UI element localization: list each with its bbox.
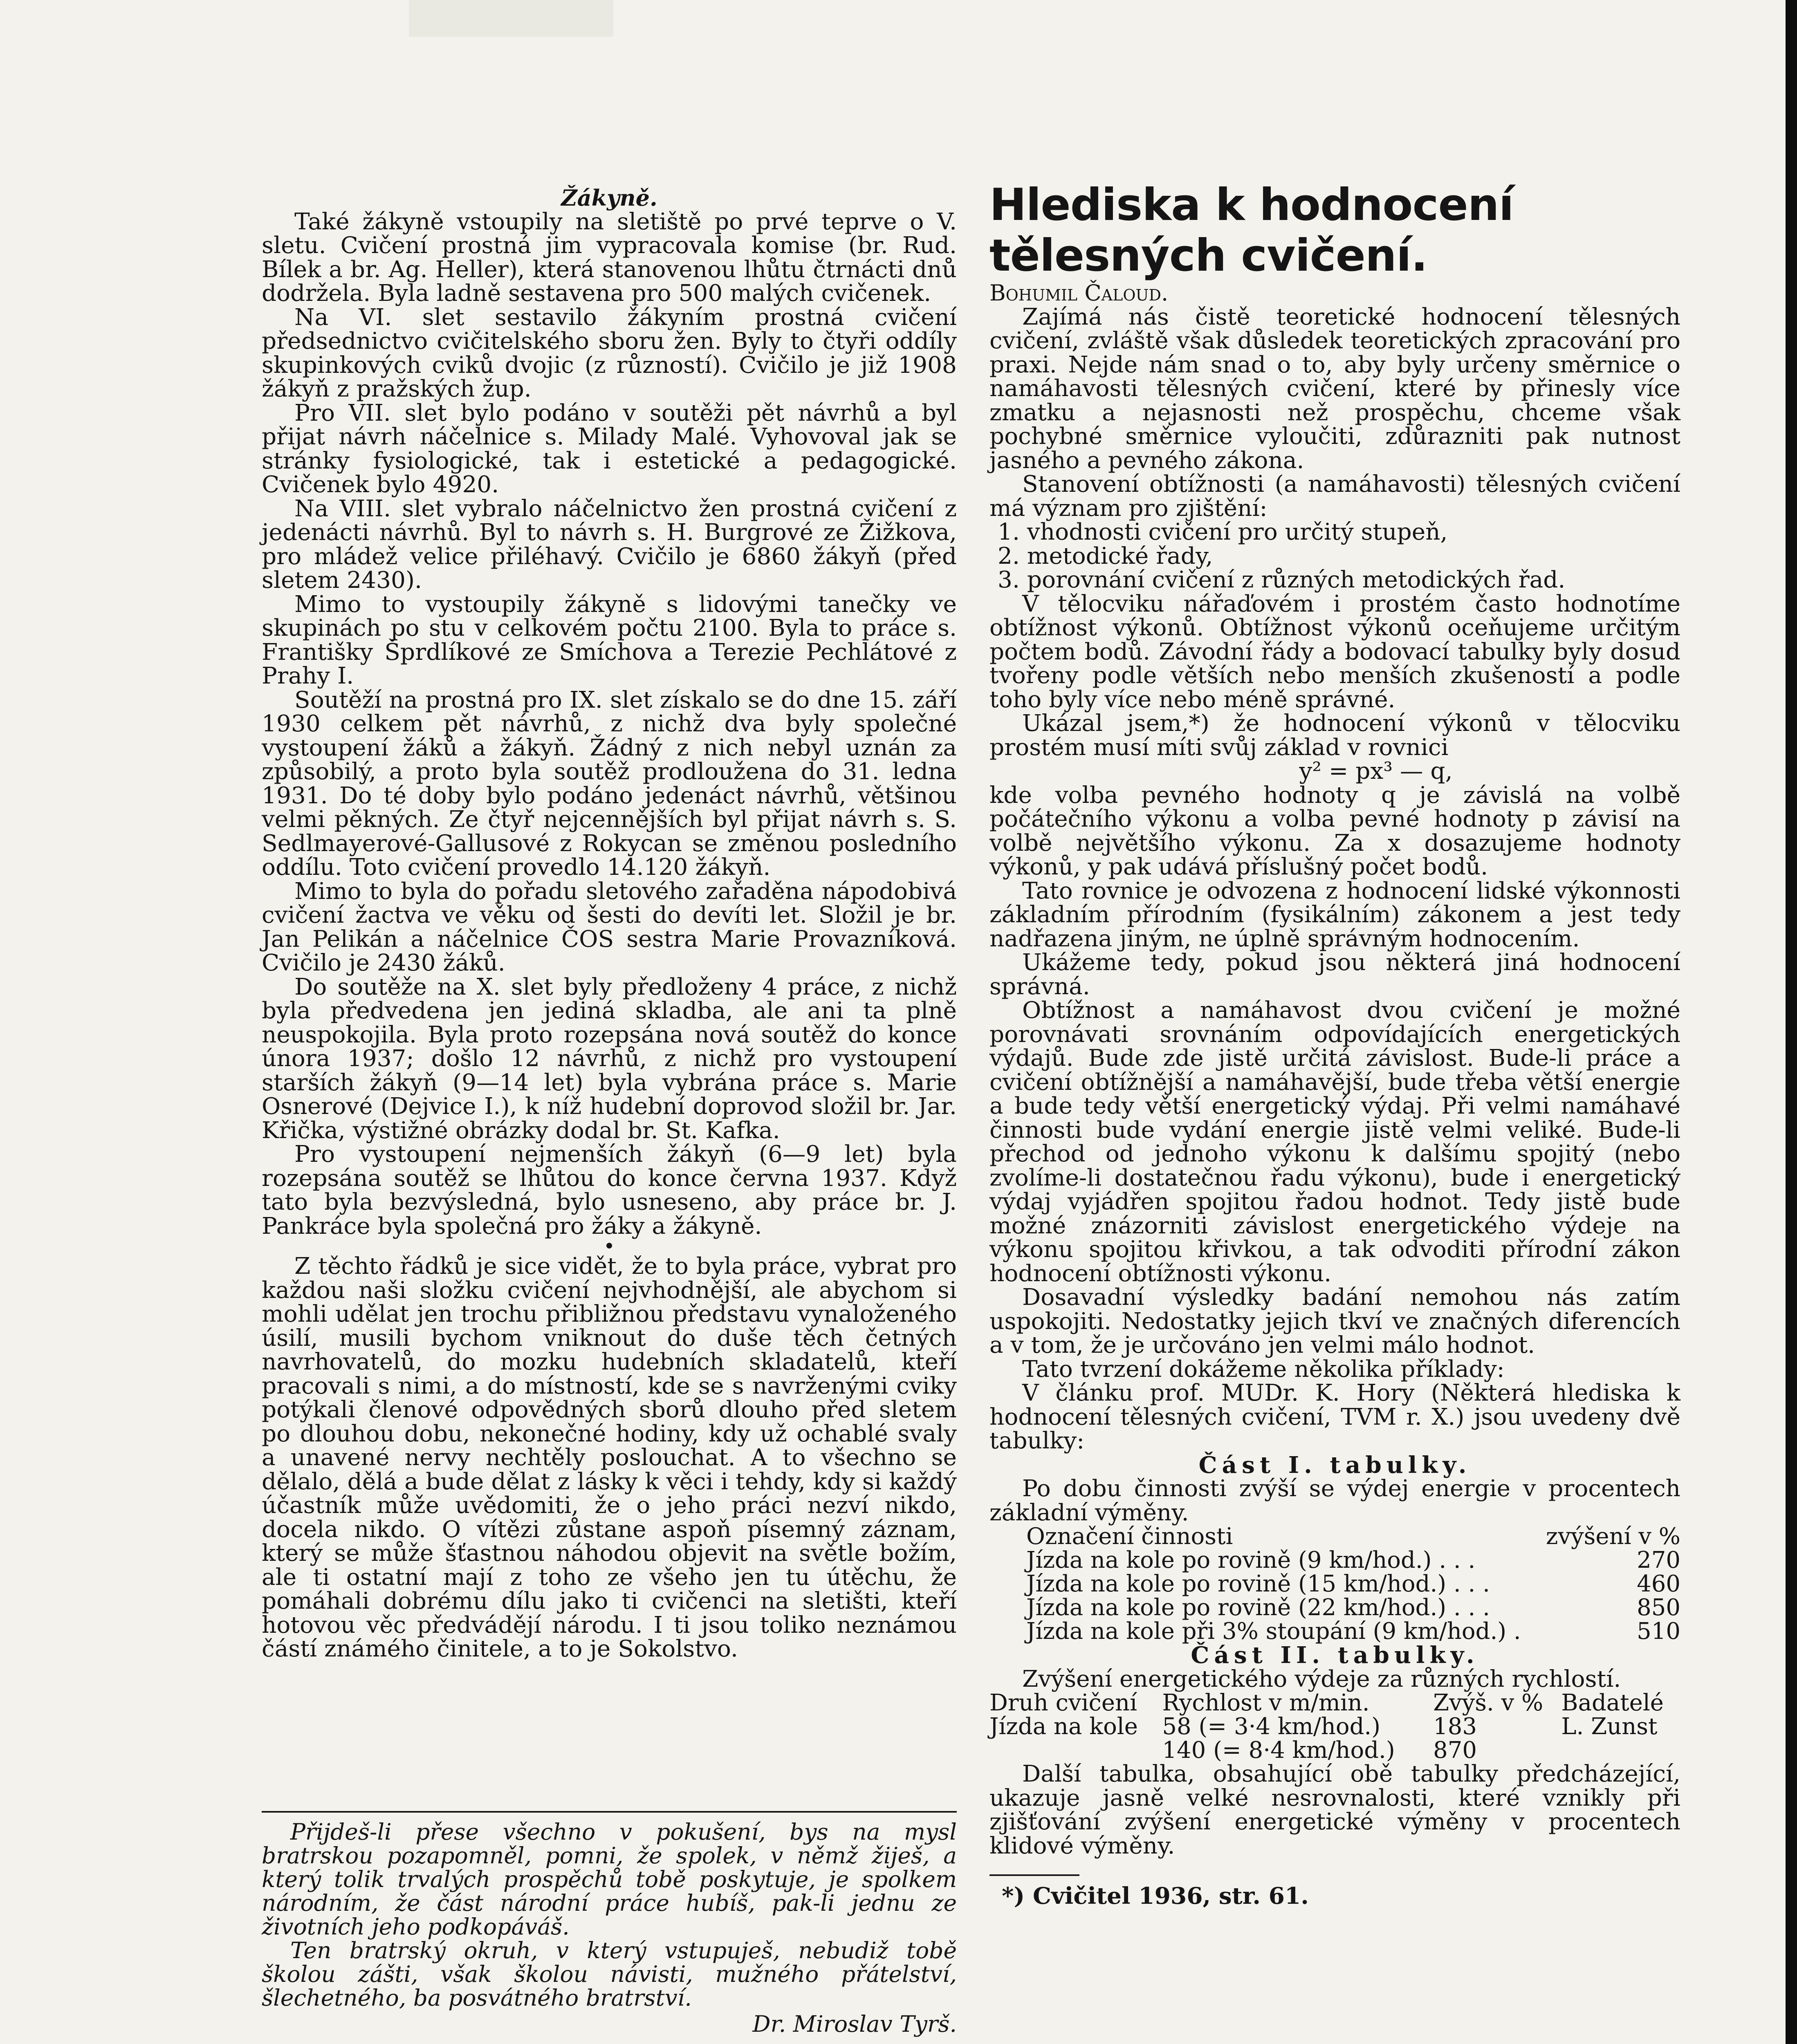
paragraph: Také žákyně vstoupily na sletiště po prvé teprve o V. sletu. Cvičení prostná jim vypracovala komise (br. Rud. Bílek a br. Ag. Heller), která stanovenou lhůtu čtrnácti dnů dodržela. Byla ladně sestavena pro 500 malých cvičenek.	[262, 208, 957, 307]
table-header-cell: Zvýš. v %	[1433, 1690, 1543, 1716]
table-cell: Jízda na kole po rovině (9 km/hod.) . . .	[1026, 1547, 1476, 1573]
paragraph: Na VI. slet sestavilo žákyním prostná cvičení předsednictvo cvičitelského sboru žen. Byly to čtyři oddíly skupinkových cviků dvojic (z růzností). Cvičilo je již 1908 žákyň z pražských žup.	[262, 304, 957, 402]
paragraph: Pro VII. slet bylo podáno v soutěži pět návrhů a byl přijat návrh náčelnice s. Milady Malé. Vyhovoval jak se stránky fysiologické, tak i estetické a pedagogické. Cvičenek bylo 4920.	[262, 399, 957, 498]
table-cell: 183	[1433, 1713, 1477, 1740]
paragraph: V článku prof. MUDr. K. Hory (Některá hlediska k hodnocení tělesných cvičení, TVM r. X.) jsou uvedeny dvě tabulky:	[989, 1380, 1680, 1454]
section-heading: Žákyně.	[561, 185, 657, 211]
scan-stain	[409, 0, 613, 37]
table-row	[989, 1739, 1680, 1762]
paragraph: Zajímá nás čistě teoretické hodnocení tělesných cvičení, zvláště však důsledek teoretických zpracování pro praxi. Nejde nám snad o to, aby byly určeny směrnice o namáhavosti tělesných cvičení, které by přinesly více zmatku a nejasnosti než prospěchu, chceme však pochybné směrnice vyloučiti, zdůrazniti pak nutnost jasného a pevného zákona.	[989, 303, 1680, 474]
paragraph: V tělocviku nářaďovém i prostém často hodnotíme obtížnost výkonů. Obtížnost výkonů oceňujeme určitým počtem bodů. Závodní řády a bodovací tabulky byly dosud tvořeny podle větších nebo menších zkušeností a podle toho byly více nebo méně správné.	[989, 590, 1680, 713]
table-row	[989, 1620, 1680, 1643]
footnote: *) Cvičitel 1936, str. 61.	[1002, 1883, 1309, 1910]
table1-caption: Po dobu činnosti zvýší se výdej energie v procentech základní výměny.	[989, 1475, 1680, 1526]
paragraph: Další tabulka, obsahující obě tabulky předcházející, ukazuje jasně velké nesrovnalosti, které vznikly při zjišťování zvýšení energetické výměny v procentech klidové výměny.	[989, 1761, 1680, 1859]
table-cell: 270	[1637, 1547, 1680, 1573]
table-row	[989, 1549, 1680, 1572]
table-header-cell: Rychlost v m/min.	[1162, 1690, 1370, 1716]
table-cell: Jízda na kole při 3% stoupání (9 km/hod.) .	[1026, 1618, 1521, 1645]
table-cell: L. Zunst	[1561, 1713, 1658, 1740]
table1	[989, 1525, 1680, 1643]
table-row	[989, 1572, 1680, 1596]
table2	[989, 1691, 1680, 1762]
paragraph: Ukázal jsem,*) že hodnocení výkonů v tělocviku prostém musí míti svůj základ v rovnici	[989, 710, 1680, 761]
paragraph: Dosavadní výsledky badání nemohou nás zatím uspokojiti. Nedostatky jejich tkví ve značných diferencích a v tom, že je určováno jen velmi málo hodnot.	[989, 1284, 1680, 1358]
paragraph: Ukážeme tedy, pokud jsou některá jiná hodnocení správná.	[989, 949, 1680, 1000]
paragraph: Obtížnost a namáhavost dvou cvičení je možné porovnávati srovnáním odpovídajících energetických výdajů. Bude zde jistě určitá závislost. Bude-li práce a cvičení obtížnější a namáhavější, bude třeba větší energie a bude tedy větší energetický výdaj. Při velmi namáhavé činnosti bude vydání energie jistě velmi veliké. Bude-li přechod od jednoho výkonu k dalšímu spojitý (nebo zvolíme-li dostatečnou řadu výkonu), bude i energetický výdaj vyjádřen spojitou řadou hodnot. Tedy jistě bude možné znázorniti závislost energetického výdeje na výkonu spojitou křivkou, a tak odvoditi přírodní zákon hodnocení obtížnosti výkonu.	[989, 997, 1680, 1287]
quote-signature: Dr. Miroslav Tyrš.	[752, 2011, 957, 2037]
closing-paragraph: Z těchto řádků je sice vidět, že to byla práce, vybrat pro každou naši složku cvičení nejvhodnější, ale abychom si mohli udělat jen trochu přibližnou představu vynaloženého úsilí, musili bychom vniknout do duše těch četných navrhovatelů, do mozku hudebních skladatelů, kteří pracovali s nimi, a do místností, kde se s navrženými cviky potýkali členové odpovědných sborů dlouho před sletem po dlouhou dobu, nekonečné hodiny, kdy už ochablé svaly a unavené nervy nechtěly poslouchat. A to všechno se dělalo, dělá a bude dělat z lásky k věci i tehdy, kdy si každý účastník může uvědomiti, že o jeho práci nezví nikdo, docela nikdo. O vítězi zůstane aspoň písemný záznam, který se může šťastnou náhodou objevit na světle božím, ale ti ostatní mají z toho ze všeho jen tu útěchu, že pomáhali dobrému dílu jako ti cvičenci na sletišti, kteří hotovou věc předvádějí národu. I ti jsou toliko neznámou částí známého činitele, a to je Sokolstvo.	[262, 1253, 957, 1662]
article-author: Bohumil Čaloud.	[989, 280, 1169, 306]
right-column	[989, 180, 1680, 1908]
table-cell: Jízda na kole po rovině (15 km/hod.) . . .	[1026, 1571, 1490, 1597]
paragraph: Soutěží na prostná pro IX. slet získalo se do dne 15. září 1930 celkem pět návrhů, z nichž dva byly společné vystoupení žáků a žákyň. Žádný z nich nebyl uznán za způsobilý, a proto byla soutěž prodloužena do 31. ledna 1931. Do té doby bylo podáno jedenáct návrhů, většinou velmi pěkných. Ze čtyř nejcennějších byl přijat návrh s. S. Sedlmayerové-Gallusové z Rokycan se změnou posledního oddílu. Toto cvičení provedlo 14.120 žákyň.	[262, 686, 957, 881]
table-header-cell: zvýšení v %	[1546, 1523, 1680, 1550]
table-cell: 870	[1433, 1737, 1477, 1764]
formula: y² = px³ — q,	[1299, 758, 1453, 784]
separator-dot: •	[603, 1235, 615, 1258]
table2-title: Část II. tabulky.	[1191, 1642, 1479, 1669]
paragraph: Pro vystoupení nejmenších žákyň (6—9 let) byla rozepsána soutěž se lhůtou do konce června 1937. Když tato byla bezvýsledná, bylo usneseno, aby práce br. J. Pankráce byla společná pro žáky a žákyně.	[262, 1141, 957, 1239]
table-cell	[1561, 1739, 1680, 1762]
table-cell	[989, 1739, 1162, 1762]
table-header-cell: Badatelé	[1561, 1690, 1664, 1716]
quote-rule	[262, 1811, 957, 1813]
footnote-rule	[989, 1874, 1079, 1876]
table-row	[989, 1715, 1680, 1739]
paragraph: Tato rovnice je odvozena z hodnocení lidské výkonnosti základním přírodním (fysikálním) zákonem a jest tedy nadřazena jiným, ne úplně správným hodnocením.	[989, 877, 1680, 952]
tyrs-quote	[262, 1811, 957, 2036]
table-cell: Jízda na kole po rovině (22 km/hod.) . . .	[1026, 1594, 1490, 1621]
paragraph: Stanovení obtížnosti (a namáhavosti) tělesných cvičení má význam pro zjištění:	[989, 471, 1680, 522]
table-header-cell: Druh cvičení	[989, 1690, 1137, 1716]
quote-paragraph: Ten bratrský okruh, v který vstupuješ, nebudiž tobě školou zášti, však školou návisti, mužného přátelství, šlechetného, ba posvátného bratrství.	[262, 1937, 957, 2011]
paragraph: Mimo to vystoupily žákyně s lidovými tanečky ve skupinách po stu v celkovém počtu 2100. Byla to práce s. Františky Šprdlíkové ze Smíchova a Terezie Pechlátové z Prahy I.	[262, 591, 957, 689]
article-title: Hlediska k hodnocení tělesných cvičení.	[989, 179, 1514, 281]
scan-edge	[1786, 0, 1797, 2044]
left-column	[262, 186, 957, 1661]
paragraph: Tato tvrzení dokážeme několika příklady:	[1022, 1356, 1505, 1383]
table1-title: Část I. tabulky.	[1198, 1451, 1472, 1479]
paragraph: kde volba pevného hodnoty q je závislá na volbě počátečního výkonu a volba pevné hodnoty p závisí na volbě největšího výkonu. Za x dosazujeme hodnoty výkonů, y pak udává příslušný počet bodů.	[989, 782, 1680, 880]
quote-paragraph: Přijdeš-li přese všechno v pokušení, bys na mysl bratrskou pozapomněl, pomni, že spolek, v němž žiješ, a který tolik trvalých prospěchů tobě poskytuje, je spolkem národním, že část národní práce hubíš, pak-li jednu ze životních jeho podkopáváš.	[262, 1819, 957, 1940]
table2-caption: Zvýšení energetického výdeje za různých rychlostí.	[1022, 1665, 1621, 1692]
table-row	[989, 1596, 1680, 1620]
paragraph: Do soutěže na X. slet byly předloženy 4 práce, z nichž byla předvedena jen jediná skladba, ale ani ta plně neuspokojila. Byla proto rozepsána nová soutěž do konce února 1937; došlo 12 návrhů, z nichž pro vystoupení starších žákyň (9—14 let) byla vybrána práce s. Marie Osnerové (Dejvice I.), k níž hudební doprovod složil br. Jar. Křička, výstižné obrázky dodal br. St. Kafka.	[262, 973, 957, 1144]
table-header-cell: Označení činnosti	[1026, 1523, 1233, 1550]
table-cell: 850	[1637, 1594, 1680, 1621]
table-header-row	[989, 1525, 1680, 1549]
table-cell: Jízda na kole	[989, 1713, 1138, 1740]
table-cell: 460	[1637, 1571, 1680, 1597]
list-item: 2. metodické řady,	[998, 542, 1213, 569]
table-cell: 510	[1637, 1618, 1680, 1645]
paragraph: Na VIII. slet vybralo náčelnictvo žen prostná cvičení z jedenácti návrhů. Byl to návrh s. H. Burgrové ze Žižkova, pro mládež velice přiléhavý. Cvičilo je 6860 žákyň (před sletem 2430).	[262, 495, 957, 594]
paragraph: Mimo to byla do pořadu sletového zařaděna nápodobivá cvičení žactva ve věku od šesti do devíti let. Složil je br. Jan Pelikán a náčelnice ČOS sestra Marie Provazníková. Cvičilo je 2430 žáků.	[262, 878, 957, 976]
table-header-row	[989, 1691, 1680, 1715]
list-item: 3. porovnání cvičení z různých metodických řad.	[998, 567, 1566, 593]
list-item: 1. vhodnosti cvičení pro určitý stupeň,	[998, 519, 1448, 545]
table-cell: 140 (= 8·4 km/hod.)	[1162, 1737, 1395, 1764]
table-cell: 58 (= 3·4 km/hod.)	[1162, 1713, 1381, 1740]
